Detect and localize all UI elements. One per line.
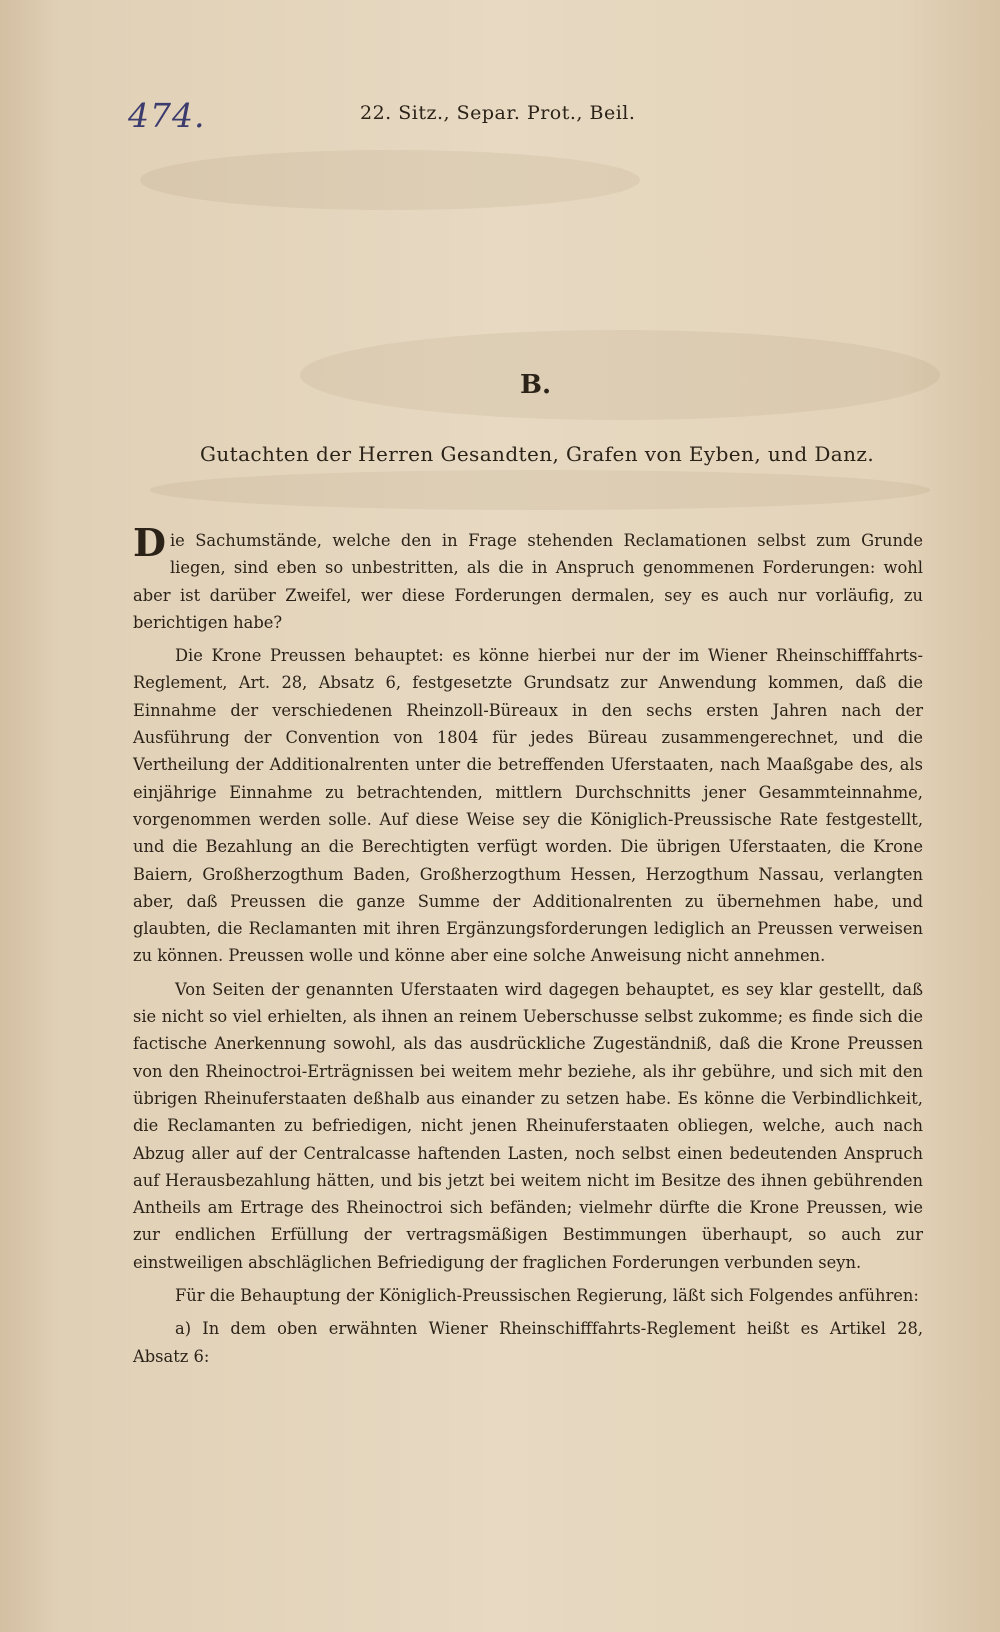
running-head: 22. Sitz., Separ. Prot., Beil. <box>360 102 636 124</box>
bleed-through-shadow <box>300 330 940 420</box>
paragraph: Die Krone Preussen behauptet: es könne hierbei nur der im Wiener Rheinschifffahrts-Reglement, Art. 28, Absatz 6, festgesetzte Grundsatz zur Anwendung kommen, daß die Einnahme der verschiedenen Rheinzoll-Büreaux in den sechs ersten Jahren nach der Ausführung der Convention von 1804 für jedes Büreau zusammengerechnet, und die Vertheilung der Additionalrenten unter die betreffenden Uferstaaten, nach Maaßgabe des, als einjährige Einnahme zu betrachtenden, mittlern Durchschnitts jener Gesammteinnahme, vorgenommen werden solle. Auf diese Weise sey die Königlich-Preussische Rate festgestellt, und die Bezahlung an die Berechtigten verfügt worden. Die übrigen Uferstaaten, die Krone Baiern, Großherzogthum Baden, Großherzogthum Hessen, Herzogthum Nassau, verlangten aber, daß Preussen die ganze Summe der Additionalrenten zu übernehmen habe, und glaubten, die Reclamanten mit ihren Ergänzungsforderungen lediglich an Preussen verweisen zu können. Preussen wolle und könne aber eine solche Anweisung nicht annehmen. <box>133 646 923 966</box>
bleed-through-shadow <box>140 150 640 210</box>
paragraph: Die Sachumstände, welche den in Frage stehenden Reclamationen selbst zum Grunde liegen, sind eben so unbestritten, als die in Anspruch genommenen Forderungen: wohl aber ist darüber Zweifel, wer diese Forderungen dermalen, sey es auch nur vorläufig, zu berichtigen habe? <box>133 520 923 632</box>
bleed-through-shadow <box>150 470 930 510</box>
section-title: Gutachten der Herren Gesandten, Grafen von Eyben, und Danz. <box>200 442 875 466</box>
paragraph: Von Seiten der genannten Uferstaaten wird dagegen behauptet, es sey klar gestellt, daß sie nicht so viel erhielten, als ihnen an reinem Ueberschusse selbst zukomme; es finde sich die factische Anerkennung sowohl, als das ausdrückliche Zugeständniß, daß die Krone Preussen von den Rheinoctroi-Erträgnissen bei weitem mehr beziehe, als ihr gebühre, und sich mit den übrigen Rheinuferstaaten deßhalb aus einander zu setzen habe. Es könne die Verbindlichkeit, die Reclamanten zu befriedigen, nicht jenen Rheinuferstaaten obliegen, welche, auch nach Abzug aller auf der Centralcasse haftenden Lasten, noch selbst einen bedeutenden Anspruch auf Herausbezahlung hätten, und bis jetzt bei weitem nicht im Besitze des ihnen gebührenden Antheils am Ertrage des Rheinoctroi sich befänden; vielmehr dürfte die Krone Preussen, wie zur endlichen Erfüllung der vertragsmäßigen Bestimmungen überhaupt, so auch zur einstweiligen abschläglichen Befriedigung der fraglichen Forderungen verbunden seyn. <box>133 979 923 1272</box>
paragraph: Für die Behauptung der Königlich-Preussischen Regierung, läßt sich Folgendes anführen: <box>175 1286 919 1306</box>
section-letter: B. <box>520 370 552 400</box>
body-text <box>133 520 923 1376</box>
page-number: 474. <box>128 96 206 135</box>
paragraph: a) In dem oben erwähnten Wiener Rheinschifffahrts-Reglement heißt es Artikel 28, Absatz 6: <box>133 1319 923 1366</box>
